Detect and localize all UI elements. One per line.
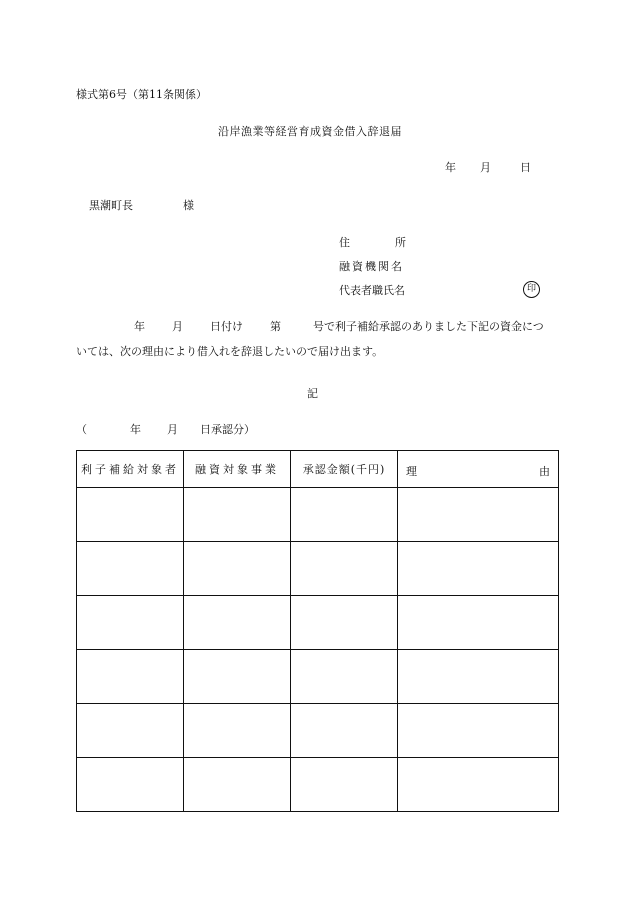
recipient-honorific: 様 xyxy=(183,199,194,212)
approval-year-label: 年 xyxy=(130,423,141,436)
date-year-label: 年 xyxy=(445,161,456,174)
representative-label: 代表者職氏名 xyxy=(339,284,405,297)
header-financing-project: 融資対象事業 xyxy=(184,451,291,488)
table-cell[interactable] xyxy=(398,488,559,542)
table-row xyxy=(77,704,559,758)
table-cell[interactable] xyxy=(291,542,398,596)
approval-month-label: 月 xyxy=(167,423,178,436)
recipient-title: 黒潮町長 xyxy=(89,199,133,212)
form-number: 様式第6号（第11条関係） xyxy=(76,88,207,101)
date-line xyxy=(445,162,531,173)
body-date-suffix: 日付け xyxy=(210,320,243,333)
table-cell[interactable] xyxy=(77,542,184,596)
table-cell[interactable] xyxy=(398,650,559,704)
table-row xyxy=(77,542,559,596)
table-header-row xyxy=(77,451,559,488)
address-label-part1: 住 xyxy=(339,236,350,249)
header-subsidy-target: 利子補給対象者 xyxy=(77,451,184,488)
date-day-label: 日 xyxy=(520,161,531,174)
table-cell[interactable] xyxy=(184,488,291,542)
body-line-2: いては、次の理由により借入れを辞退したいので届け出ます。 xyxy=(76,345,384,358)
table-cell[interactable] xyxy=(398,758,559,812)
table-cell[interactable] xyxy=(291,596,398,650)
seal-icon: 印 xyxy=(523,281,540,298)
table-row xyxy=(77,596,559,650)
table-cell[interactable] xyxy=(77,758,184,812)
approval-rest: 日承認分） xyxy=(200,423,255,436)
table-cell[interactable] xyxy=(291,704,398,758)
table-cell[interactable] xyxy=(184,650,291,704)
body-line1-text: 号で利子補給承認のありました下記の資金につ xyxy=(313,320,544,333)
table-cell[interactable] xyxy=(77,704,184,758)
body-dai-label: 第 xyxy=(270,320,281,333)
table-row xyxy=(77,488,559,542)
header-reason xyxy=(398,451,559,488)
subsidy-table xyxy=(76,450,559,812)
header-approved-amount: 承認金額(千円) xyxy=(291,451,398,488)
table-row xyxy=(77,650,559,704)
body-year-label: 年 xyxy=(134,320,145,333)
ki-heading: 記 xyxy=(307,387,318,400)
approval-open-paren: （ xyxy=(76,423,87,436)
table-cell[interactable] xyxy=(184,596,291,650)
table-cell[interactable] xyxy=(77,650,184,704)
table-cell[interactable] xyxy=(398,542,559,596)
table-cell[interactable] xyxy=(184,758,291,812)
table-cell[interactable] xyxy=(291,758,398,812)
address-label xyxy=(339,237,406,248)
body-line-1 xyxy=(134,321,544,332)
table-row xyxy=(77,758,559,812)
table-cell[interactable] xyxy=(398,596,559,650)
document-title: 沿岸漁業等経営育成資金借入辞退届 xyxy=(218,125,402,138)
table-cell[interactable] xyxy=(291,488,398,542)
header-reason-part2: 由 xyxy=(539,465,550,478)
header-reason-part1: 理 xyxy=(406,465,417,478)
recipient xyxy=(89,200,194,211)
institution-label: 融資機関名 xyxy=(339,260,404,273)
table-cell[interactable] xyxy=(398,704,559,758)
table-cell[interactable] xyxy=(77,488,184,542)
table-cell[interactable] xyxy=(77,596,184,650)
table-cell[interactable] xyxy=(291,650,398,704)
body-month-label: 月 xyxy=(172,320,183,333)
date-month-label: 月 xyxy=(480,161,491,174)
table-cell[interactable] xyxy=(184,542,291,596)
table-cell[interactable] xyxy=(184,704,291,758)
approval-line xyxy=(76,424,255,435)
address-label-part2: 所 xyxy=(395,236,406,249)
